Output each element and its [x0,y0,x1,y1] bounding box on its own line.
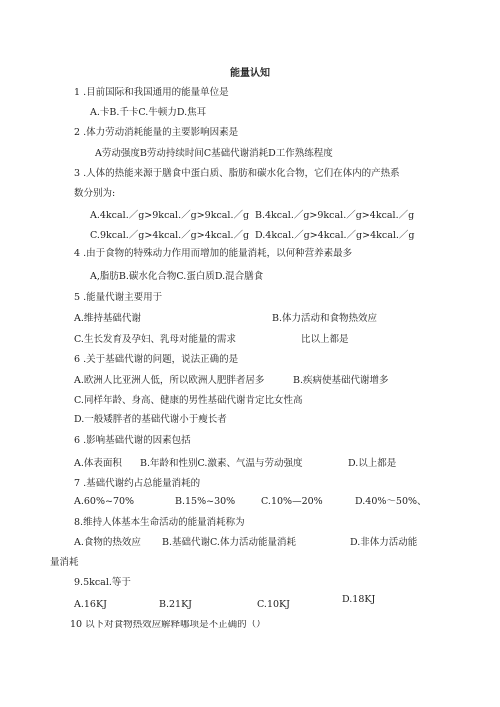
option-a: A.食物的热效应 [74,537,141,548]
question-text: 5 .能量代谢主要用于 [74,292,163,303]
answer-options: A,脂肪B.碳水化合物C.蛋白质D.混合膳食 [90,271,264,282]
question-text: 10 以下对食物热效应解释哪项是不正确的（） [70,620,266,628]
option-c: C.同样年龄、身高、健康的男性基础代谢肯定比女性高 [74,395,303,406]
question-text: 6 .影响基础代谢的因素包括 [74,435,191,446]
question-text: 3 .人体的热能来源于膳食中蛋白质、脂肪和碳水化合物，它们在体内的产热系 [74,168,400,179]
question-text: 7 .基础代谢约占总能量消耗的 [74,478,201,489]
option-b: B.21KJ [159,599,192,610]
question-text: 2 .体力劳动消耗能量的主要影响因素是 [74,127,239,138]
option-c: C.9kcal.／g>4kcal.／g>4kcal.／g [90,230,250,241]
option-a: A.16KJ [74,599,107,610]
option-b-c: B.年龄和性别C.激素、气温与劳动强度 [140,458,303,469]
option-d: D.一般矮胖者的基础代谢小于瘦长者 [74,414,227,425]
option-b: B.4kcal.／g>9kcal.／g>4kcal.／g [255,210,415,221]
option-b: B.疾病使基础代谢增多 [293,375,389,386]
option-a: A.维持基础代谢 [74,313,141,324]
question-10-clipped [70,620,330,628]
option-d: D.18KJ [342,594,376,605]
question-text: 8.维持人体基本生命活动的能量消耗称为 [74,517,245,528]
question-text: 9.5kcal.等于 [74,577,131,588]
option-d-continued: 量消耗 [50,557,79,568]
option-b-c: B.基础代谢C.体力活动能量消耗 [162,537,296,548]
question-text-continued: 数分别为: [74,188,116,199]
option-d: D.非体力活动能 [350,537,418,548]
page-title: 能量认知 [230,68,270,79]
option-a: A.欧洲人比亚洲人低，所以欧洲人肥胖者居多 [74,375,265,386]
option-b: B.15%~30% [175,496,236,507]
question-text: 1 .目前国际和我国通用的能量单位是 [74,87,229,98]
option-d: D.40%～50%、 [355,496,427,507]
answer-options: A.卡B.千卡C.牛顿力D.焦耳 [90,107,207,118]
option-c: C.10KJ [257,599,290,610]
option-d: D.4kcal.／g>4kcal.／g>4kcal.／g [255,230,415,241]
option-b: B.体力活动和食物热效应 [272,313,378,324]
option-a: A.60%~70% [74,496,135,507]
option-c: C.10%—20% [261,496,323,507]
option-a: A.体表面积 [74,458,122,469]
option-d: 比以上都是 [301,334,349,345]
question-text: 6 .关于基础代谢的问题，说法正确的是 [74,354,239,365]
option-d: D.以上都是 [348,458,397,469]
answer-options: A劳动强度B劳动持续时间C基础代谢消耗D工作熟练程度 [95,148,333,159]
question-text: 4 .由于食物的特殊动力作用而增加的能量消耗，以何种营养素最多 [74,248,353,259]
option-c: C.生长发育及孕妇、乳母对能量的需求 [74,334,236,345]
option-a: A.4kcal.／g>9kcal.／g>9kcal.／g [90,210,250,221]
